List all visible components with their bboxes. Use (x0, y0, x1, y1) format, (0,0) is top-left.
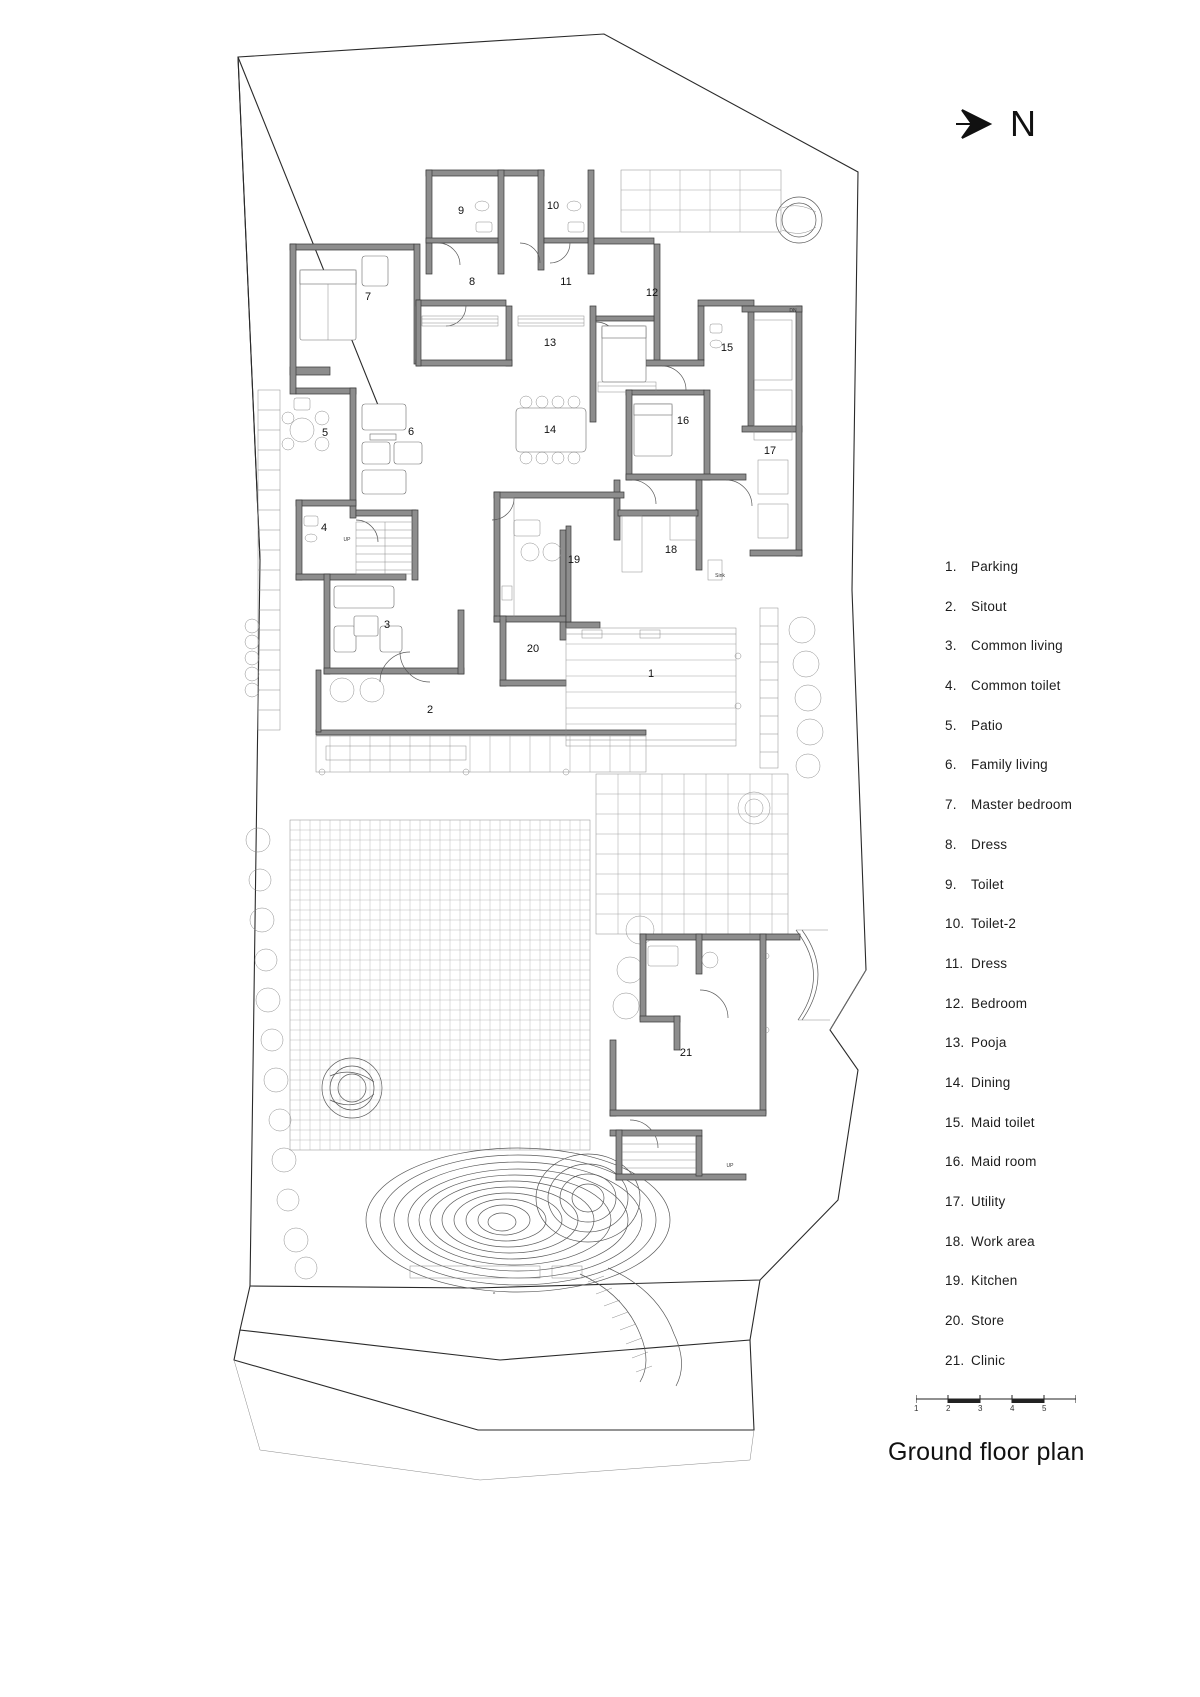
legend-number: 11. (945, 955, 964, 971)
room-label-6: 6 (407, 426, 415, 438)
legend-label: Utility (971, 1194, 1006, 1209)
drawing-title: Ground floor plan (888, 1438, 1085, 1466)
legend-number: 19. (945, 1273, 965, 1289)
curved-entry-wall (796, 930, 830, 1020)
room-label-9: 9 (457, 205, 465, 217)
legend-number: 17. (945, 1194, 965, 1209)
legend-label: Dining (971, 1074, 1011, 1090)
legend-item-work-area (945, 1235, 1175, 1249)
clinic-block (610, 934, 800, 1180)
legend-number: 2. (945, 598, 957, 614)
legend-item-dress-2 (945, 957, 1175, 971)
scale-tick-4: 4 (1010, 1404, 1015, 1413)
room-label-19: 19 (567, 554, 581, 566)
legend-item-maid-room (945, 1155, 1175, 1169)
annotation-up-clinic: UP (726, 1163, 734, 1169)
legend-number: 9. (945, 876, 957, 892)
legend-item-sitout (945, 600, 1175, 614)
legend-number: 5. (945, 717, 957, 733)
courtyard-paving (596, 774, 788, 934)
room-label-3: 3 (383, 619, 391, 631)
lawn-grid (290, 820, 590, 1150)
legend-label: Master bedroom (971, 797, 1073, 813)
room-label-10: 10 (546, 200, 560, 212)
room-label-16: 16 (676, 415, 690, 427)
legend-label: Dress (971, 955, 1008, 971)
annotation-sink: Sink (715, 573, 725, 579)
legend-label: Pooja (971, 1035, 1007, 1051)
legend-label: Sitout (971, 598, 1007, 614)
legend-number: 1. (945, 559, 957, 574)
room-label-2: 2 (426, 704, 434, 716)
room-label-5: 5 (321, 427, 329, 439)
room-label-21: 21 (679, 1047, 693, 1059)
legend-number: 20. (945, 1313, 965, 1329)
legend-item-toilet (945, 878, 1175, 892)
room-label-8: 8 (468, 276, 476, 288)
paving-northeast (621, 170, 781, 232)
annotation-arrow-marker: ^ (492, 1292, 496, 1298)
scale-tick-5: 5 (1042, 1404, 1047, 1413)
legend-item-utility (945, 1195, 1175, 1209)
room-label-4: 4 (320, 522, 328, 534)
legend-number: 4. (945, 678, 957, 694)
annotation-dn: DN (789, 308, 797, 314)
legend-number: 12. (945, 995, 965, 1011)
legend-item-master-bedroom (945, 798, 1175, 812)
legend-item-toilet-2 (945, 917, 1175, 931)
legend-number: 7. (945, 797, 957, 813)
room-label-7: 7 (364, 291, 372, 303)
room-label-12: 12 (645, 287, 659, 299)
legend-item-pooja (945, 1036, 1175, 1050)
legend-item-store (945, 1314, 1175, 1328)
parking-area (566, 628, 736, 746)
room-label-18: 18 (664, 544, 678, 556)
legend-number: 16. (945, 1154, 965, 1170)
room-label-13: 13 (543, 337, 557, 349)
columns (319, 653, 769, 1033)
legend-label: Maid room (971, 1154, 1037, 1170)
legend-item-clinic (945, 1354, 1175, 1368)
annotation-up-stair: UP (343, 537, 351, 543)
scale-tick-2: 2 (946, 1404, 951, 1413)
site-feature-tree-north (776, 197, 822, 243)
legend-item-dining (945, 1076, 1175, 1090)
scale-tick-3: 3 (978, 1404, 983, 1413)
room-label-17: 17 (763, 445, 777, 457)
north-letter: N (1010, 103, 1036, 144)
legend-label: Common living (971, 638, 1063, 654)
legend-item-patio (945, 719, 1175, 733)
legend-number: 21. (945, 1352, 965, 1368)
legend-label: Bedroom (971, 995, 1028, 1011)
legend-item-common-toilet (945, 679, 1175, 693)
legend-label: Kitchen (971, 1273, 1018, 1289)
furniture (282, 201, 792, 702)
door-swings (356, 243, 752, 1148)
legend-item-parking (945, 560, 1175, 574)
legend-label: Parking (971, 559, 1019, 574)
legend-number: 15. (945, 1114, 965, 1130)
legend-list (945, 560, 1175, 1393)
room-label-20: 20 (526, 643, 540, 655)
floor-plan-drawing (230, 30, 870, 1500)
legend-item-dress (945, 838, 1175, 852)
legend-item-maid-toilet (945, 1116, 1175, 1130)
legend-label: Maid toilet (971, 1114, 1035, 1130)
legend-label: Family living (971, 757, 1048, 773)
room-label-11: 11 (560, 276, 572, 288)
scale-tick-1: 1 (914, 1404, 919, 1413)
legend-item-bedroom (945, 997, 1175, 1011)
legend-label: Toilet-2 (971, 916, 1017, 932)
landscape-mound (366, 1148, 670, 1292)
legend-label: Patio (971, 717, 1003, 733)
legend-item-kitchen (945, 1274, 1175, 1288)
room-label-14: 14 (543, 424, 557, 436)
legend-number: 3. (945, 638, 957, 654)
legend-label: Common toilet (971, 678, 1061, 694)
legend-label: Dress (971, 836, 1008, 852)
legend-label: Work area (971, 1233, 1035, 1249)
room-label-1: 1 (647, 668, 655, 680)
legend-number: 14. (945, 1074, 965, 1090)
legend-label: Clinic (971, 1352, 1006, 1368)
plan-svg (230, 30, 870, 1500)
sitout-paving (316, 736, 646, 772)
legend-item-family-living (945, 758, 1175, 772)
scale-bar (916, 1394, 1076, 1420)
room-label-15: 15 (720, 342, 734, 354)
scale-bar-graphic (916, 1394, 1076, 1408)
legend-item-common-living (945, 639, 1175, 653)
legend-number: 18. (945, 1233, 965, 1249)
legend-number: 13. (945, 1035, 965, 1051)
legend-number: 6. (945, 757, 957, 773)
legend-label: Toilet (971, 876, 1004, 892)
legend-number: 8. (945, 836, 957, 852)
legend-number: 10. (945, 916, 965, 932)
north-indicator (950, 98, 1070, 150)
legend-label: Store (971, 1313, 1005, 1329)
